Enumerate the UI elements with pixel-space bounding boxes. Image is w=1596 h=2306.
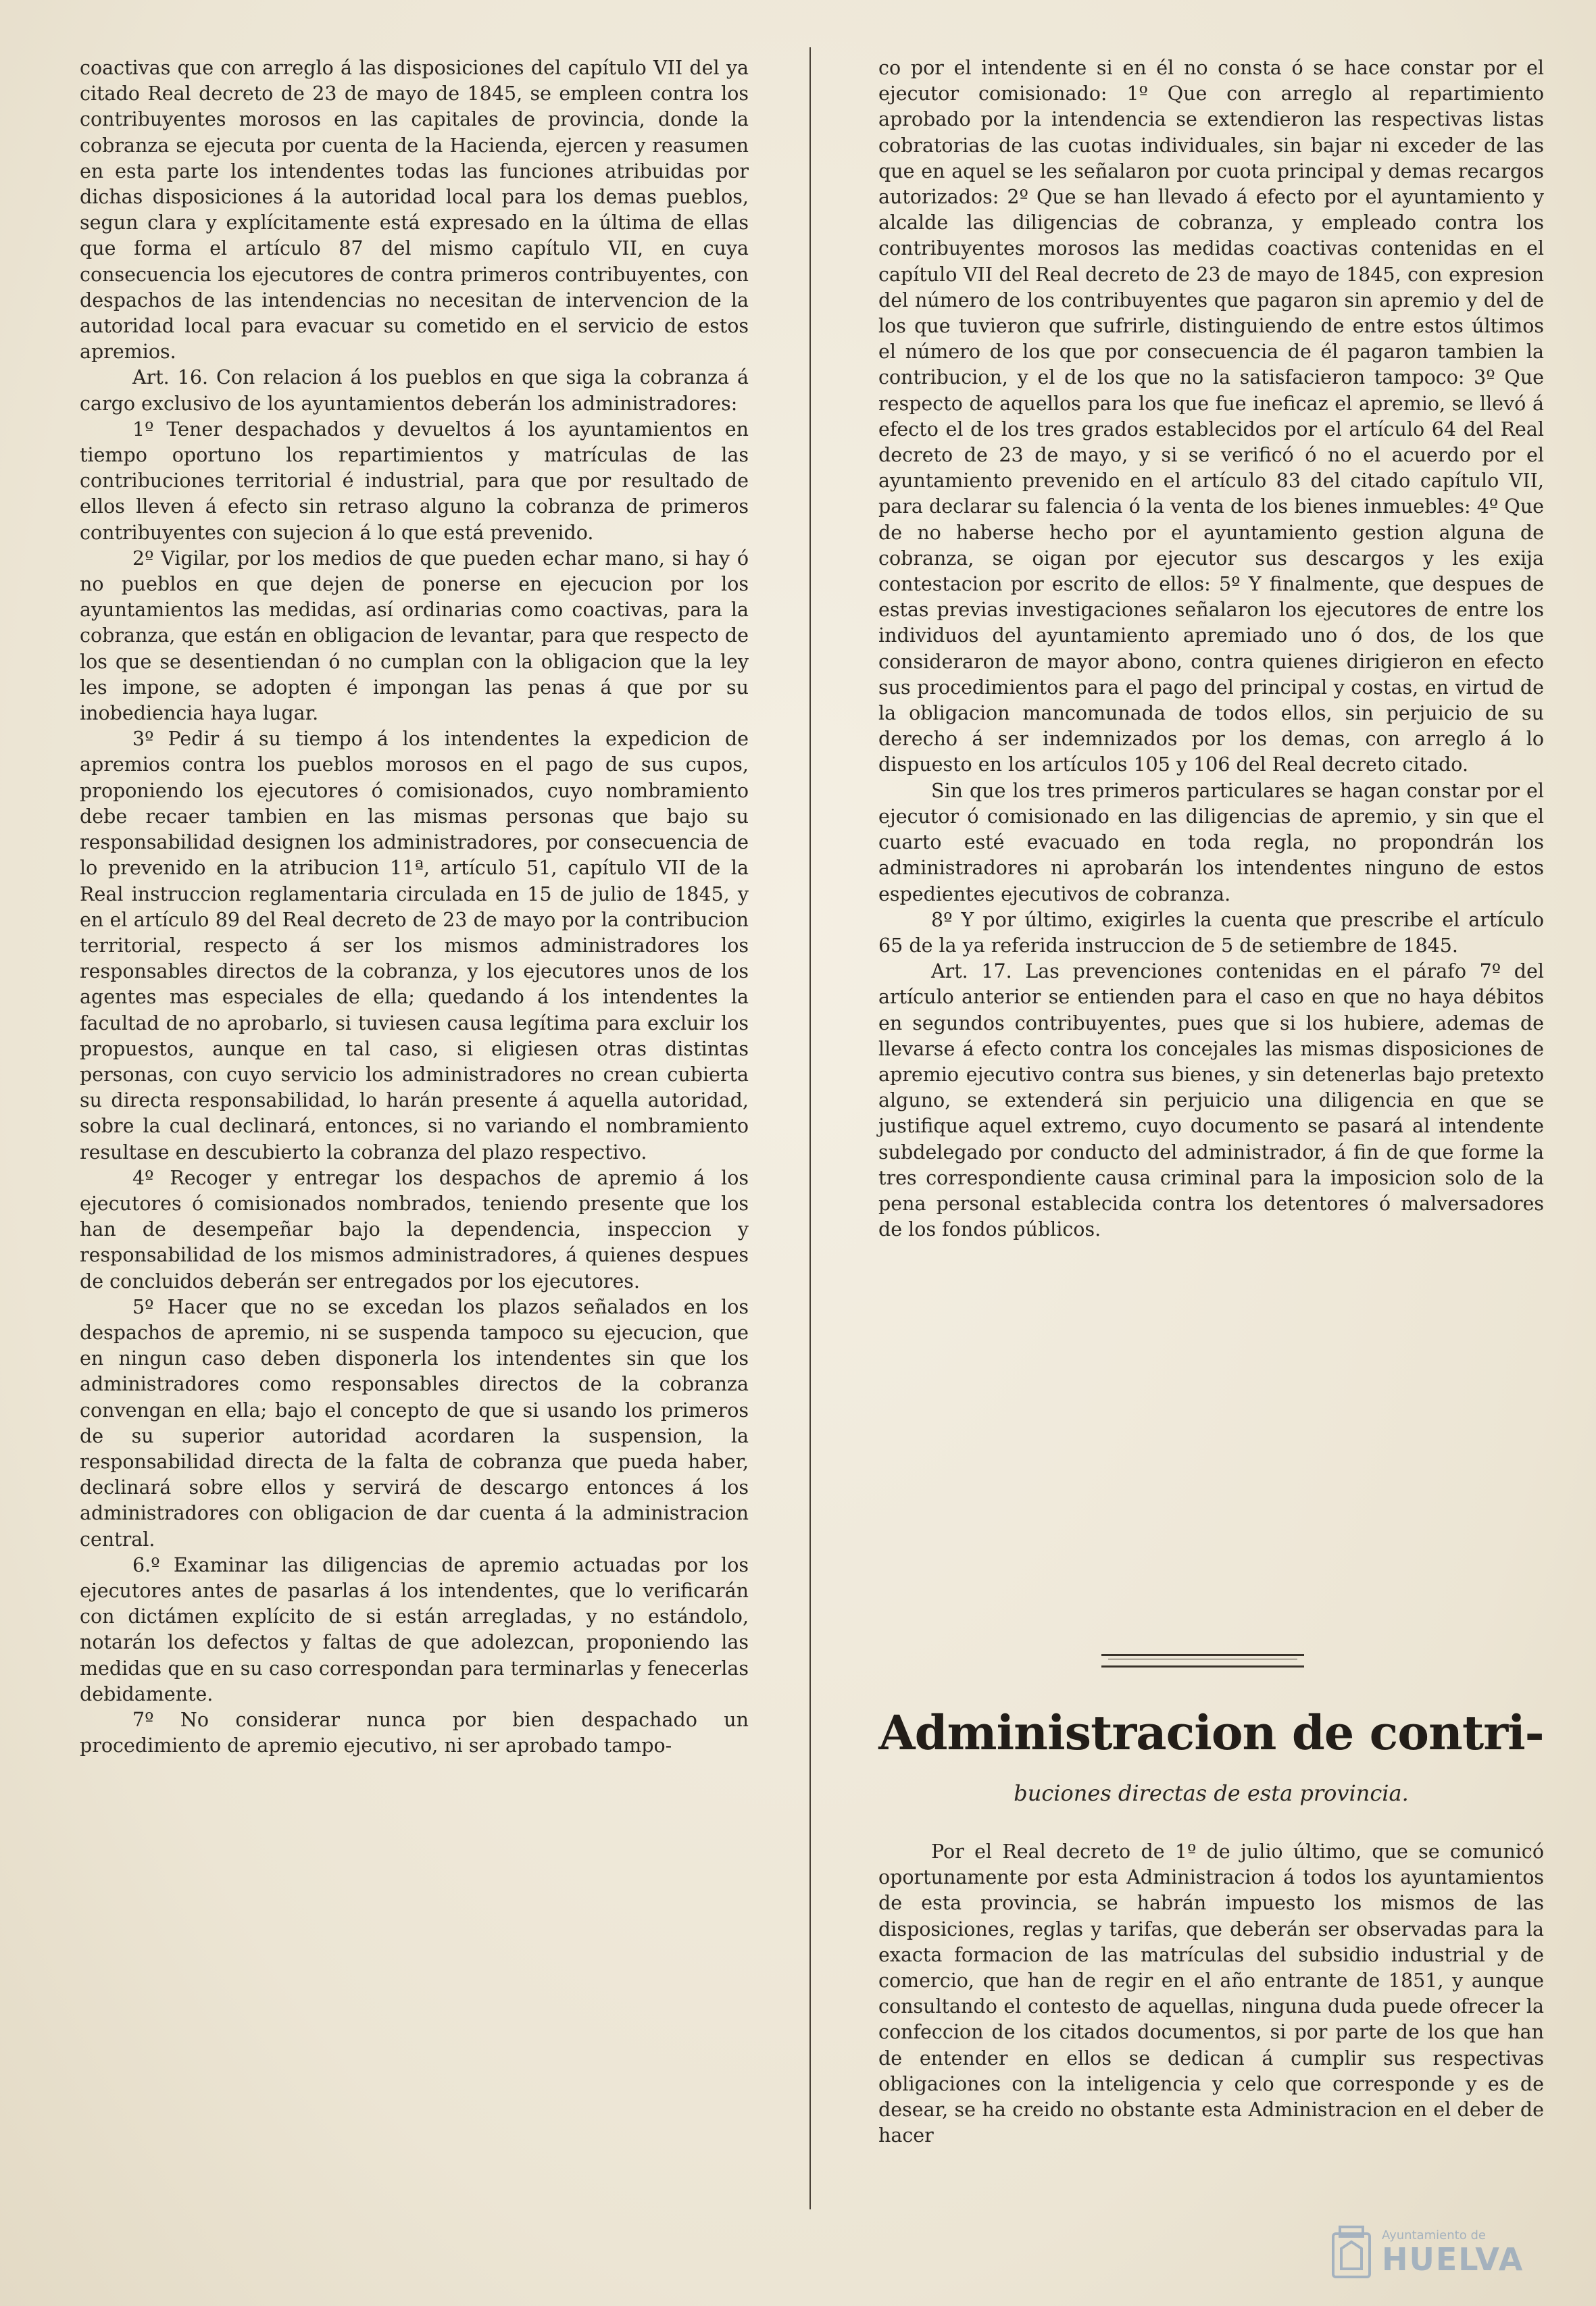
left-column xyxy=(80,55,749,1759)
paragraph-item-8: 8º Y por último, exigirles la cuenta que prescribe el artículo 65 de la ya referida instruccion de 5 de setiembre de 1845. xyxy=(878,908,1544,957)
column-divider xyxy=(809,47,811,2209)
section-ornament-rule xyxy=(1101,1654,1304,1668)
paragraph-item-3: 3º Pedir á su tiempo á los intendentes la expedicion de apremios contra los pueblos morosos en el pago de sus cupos, proponiendo los ejecutores ó comisionados, cuyo nombramiento debe recaer tambien en las mismas personas que bajo su responsabilidad designen los administradores, por consecuencia de lo prevenido en la atribucion 11ª, artículo 51, capítulo VII de la Real instruccion reglamentaria circulada en 15 de julio de 1845, y en el artículo 89 del Real decreto de 23 de mayo por la contribucion territorial, respecto á ser los mismos administradores los responsables directos de la cobranza, y los ejecutores unos de los agentes mas especiales de ella; quedando á los intendentes la facultad de no aprobarlo, si tuviesen causa legítima para excluir los propuestos, aunque en tal caso, si eligiesen otras distintas personas, con cuyo servicio los administradores no crean cubierta su directa responsabilidad, lo harán presente á aquella autoridad, sobre la cual declinará, entonces, si no variando el nombramiento resultase en descubierto la cobranza del plazo respectivo. xyxy=(80,728,749,1163)
paragraph-continued: co por el intendente si en él no consta ó se hace constar por el ejecutor comisionado: 1º Que con arreglo al repartimiento aprobado por la intendencia se extendieron las respectivas listas cobratorias de las cuotas individuales, sin bajar ni exceder de las que en aquel se les señalaron por cuota principal y demas recargos autorizados: 2º Que se han llevado á efecto por el ayuntamiento y alcalde las diligencias de cobranza, y empleado contra los contribuyentes morosos las medidas coactivas contenidas en el capítulo VII del Real decreto de 23 de mayo de 1845, con expresion del número de los contribuyentes que pagaron sin apremio y del de los que tuvieron que sufrirle, distinguiendo de entre estos últimos el número de los que por consecuencia de él pagaron tambien la contribucion, y el de los que no la satisfacieron tampoco: 3º Que respecto de aquellos para los que fue ineficaz el apremio, se llevó á efecto el de los tres grados establecidos por el artículo 64 del Real decreto de 23 de mayo, y si se verificó ó no el acuerdo por el ayuntamiento prevenido en el artículo 83 del citado capítulo VII, para declarar su falencia ó la venta de los bienes inmuebles: 4º Que de no haberse hecho por el ayuntamiento gestion alguna de cobranza, se oigan por ejecutor sus descargos y les exija contestacion por escrito de ellos: 5º Y finalmente, que despues de estas previas investigaciones señalaron los ejecutores de entre los individuos del ayuntamiento apremiado uno ó dos, de los que consideraron de mayor abono, contra quienes dirigieron en efecto sus procedimientos para el pago del principal y costas, en virtud de la obligacion mancomunada de todos ellos, sin perjuicio de su derecho á ser indemnizados por los demas, con arreglo á lo dispuesto en los artículos 105 y 106 del Real decreto citado. xyxy=(878,57,1544,776)
section-body xyxy=(878,1839,1544,2149)
archive-logo xyxy=(1328,2215,1551,2289)
paragraph-art17: Art. 17. Las prevenciones contenidas en el párafo 7º del artículo anterior se entienden para el caso en que no haya débitos en segundos contribuyentes, pues que si los hubiere, ademas de llevarse á efecto contra los concejales las mismas disposiciones de apremio ejecutivo contra sus bienes, y sin detenerlas bajo pretexto alguno, se extenderá sin perjuicio una diligencia en que se justifique aquel extremo, cuyo documento se pasará al intendente subdelegado por conducto del administrador, á fin de que forme la tres correspondiente causa criminal para la imposicion solo de la pena personal establecida contra los detentores ó malversadores de los fondos públicos. xyxy=(878,960,1544,1241)
logo-small-text: Ayuntamiento de xyxy=(1382,2228,1486,2242)
paragraph-item-6: 6.º Examinar las diligencias de apremio actuadas por los ejecutores antes de pasarlas á los intendentes, que lo verificarán con dictámen explícito de si están arregladas, y no estándolo, notarán los defectos y faltas de que adolezcan, proponiendo las medidas que en su caso correspondan para terminarlas y fenecerlas debidamente. xyxy=(80,1553,749,1705)
city-emblem-icon xyxy=(1328,2222,1375,2282)
paragraph-item-4: 4º Recoger y entregar los despachos de apremio á los ejecutores ó comisionados nombrados, teniendo presente que los han de desempeñar bajo la dependencia, inspeccion y responsabilidad de los mismos administradores, á quienes despues de concluidos deberán ser entregados por los ejecutores. xyxy=(80,1166,749,1293)
paragraph-item-5: 5º Hacer que no se excedan los plazos señalados en los despachos de apremio, ni se suspenda tampoco su ejecucion, que en ningun caso deben disponerla los intendentes sin que los administradores como responsables directos de la cobranza convengan en ella; bajo el concepto de que si usando los primeros de su superior autoridad acordaren la suspension, la responsabilidad directa de la falta de cobranza que pueda haber, declinará sobre ellos y servirá de descargo entonces á los administradores con obligacion de dar cuenta á la administracion central. xyxy=(80,1295,749,1551)
paragraph-sin-que: Sin que los tres primeros particulares se hagan constar por el ejecutor ó comisionado en las diligencias de apremio, y sin que el cuarto esté evacuado en toda regla, no propondrán los administradores ni aprobarán los intendentes ninguno de estos espedientes ejecutivos de cobranza. xyxy=(878,779,1544,905)
section-subtitle: buciones directas de esta provincia. xyxy=(1014,1780,1409,1806)
logo-main-text: HUELVA xyxy=(1382,2241,1524,2278)
paragraph-art16: Art. 16. Con relacion á los pueblos en que siga la cobranza á cargo exclusivo de los ayuntamientos deberán los administradores: xyxy=(80,366,749,415)
section-paragraph: Por el Real decreto de 1º de julio último, que se comunicó oportunamente por esta Administracion á todos los ayuntamientos de esta provincia, se habrán impuesto los mismos de las disposiciones, reglas y tarifas, que deberán ser observadas para la exacta formacion de las matrículas del subsidio industrial y de comercio, que han de regir en el año entrante de 1851, y aunque consultando el contesto de aquellas, ninguna duda puede ofrecer la confeccion de los citados documentos, si por parte de los que han de entender en ellos se dedican á cumplir sus respectivas obligaciones con la inteligencia y celo que corresponde y es de desear, se ha creido no obstante esta Administracion en el deber de hacer xyxy=(878,1840,1544,2147)
paragraph-item-1: 1º Tener despachados y devueltos á los ayuntamientos en tiempo oportuno los repartimientos y matrículas de las contribuciones territorial é industrial, para que por resultado de ellos lleven á efecto sin retraso alguno la cobranza de primeros contribuyentes con sujecion á lo que está prevenido. xyxy=(80,418,749,544)
paragraph-item-2: 2º Vigilar, por los medios de que pueden echar mano, si hay ó no pueblos en que dejen de ponerse en ejecucion por los ayuntamientos las medidas, así ordinarias como coactivas, para la cobranza, que están en obligacion de levantar, para que respecto de los que se desentiendan ó no cumplan con la obligacion que la ley les impone, se adopten é impongan las penas á que por su inobediencia haya lugar. xyxy=(80,547,749,725)
right-column xyxy=(878,55,1544,1243)
paragraph-item-7: 7º No considerar nunca por bien despachado un procedimiento de apremio ejecutivo, ni ser aprobado tampo- xyxy=(80,1709,749,1757)
paragraph: coactivas que con arreglo á las disposiciones del capítulo VII del ya citado Real decreto de 23 de mayo de 1845, se empleen contra los contribuyentes morosos en las capitales de provincia, donde la cobranza se ejecuta por cuenta de la Hacienda, ejercen y reasumen en esta parte los intendentes todas las funciones atribuidas por dichas disposiciones á la autoridad local para los demas pueblos, segun clara y explícitamente está expresado en la última de ellas que forma el artículo 87 del mismo capítulo VII, en cuya consecuencia los ejecutores de contra primeros contribuyentes, con despachos de las intendencias no necesitan de intervencion de la autoridad local para evacuar su cometido en el servicio de estos apremios. xyxy=(80,57,749,364)
section-title: Administracion de contri- xyxy=(878,1705,1544,1761)
logo-text xyxy=(1382,2228,1524,2276)
